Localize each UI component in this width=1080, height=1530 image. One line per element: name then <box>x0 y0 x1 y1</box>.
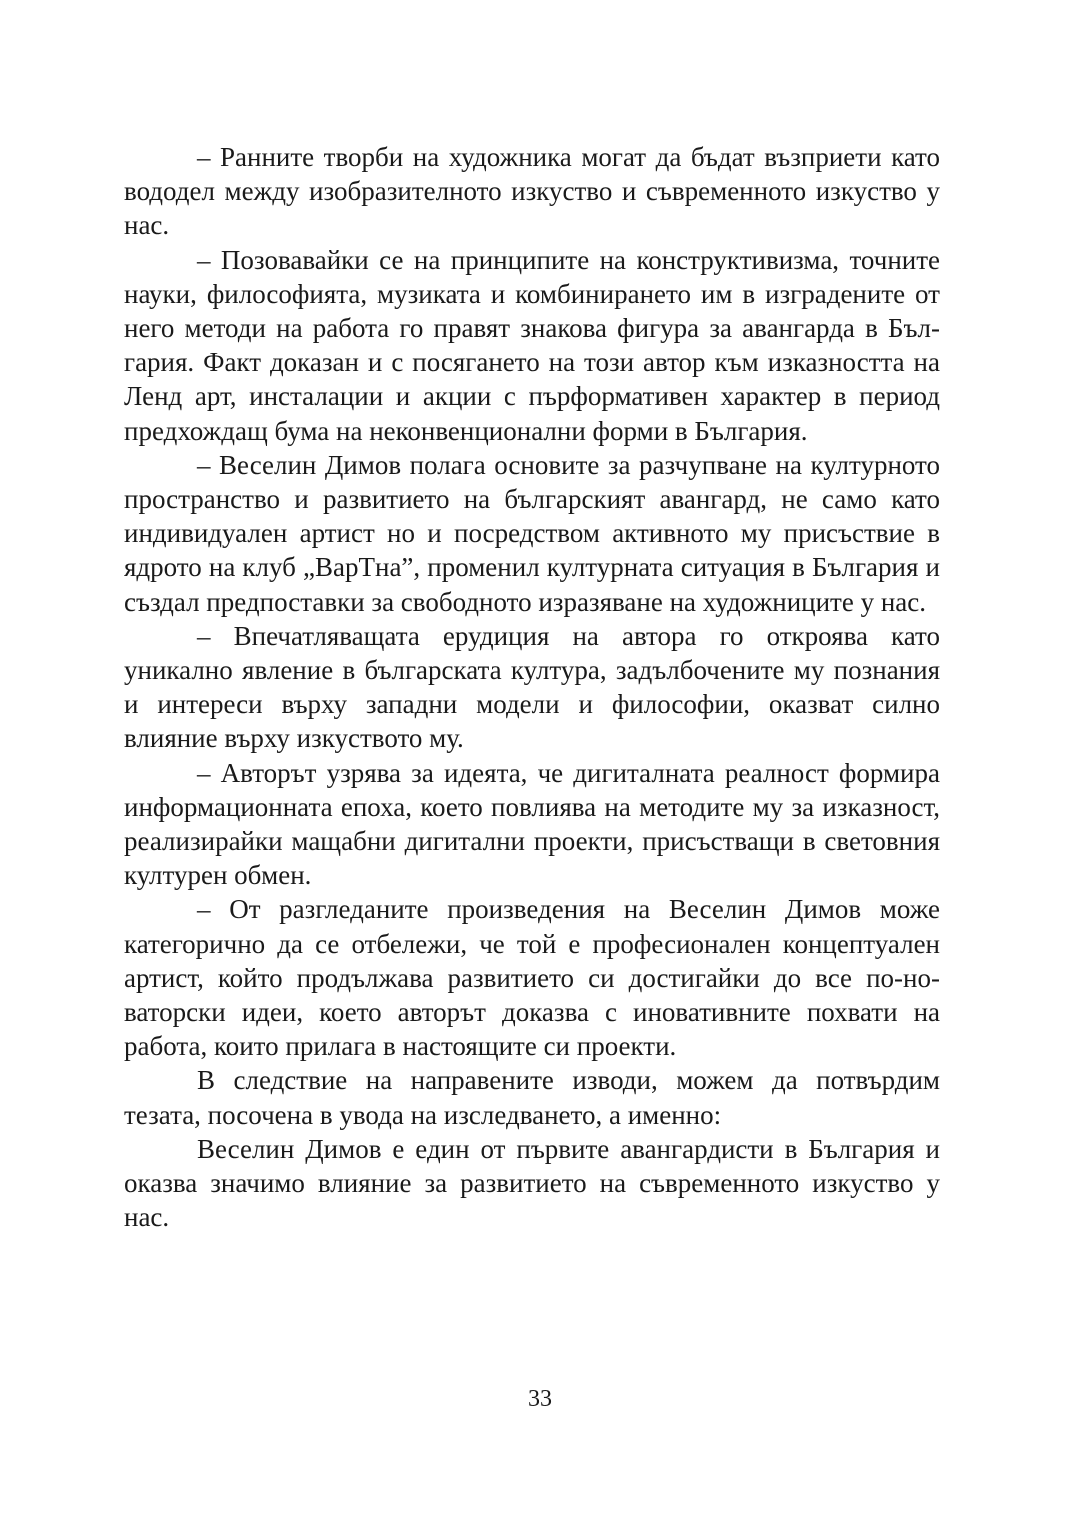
paragraph: – Ранните творби на художника могат да бъдат възприети като вододел между изобразителното изкуство и съвременното изкуство у нас. <box>124 142 940 241</box>
page-number: 33 <box>528 1386 552 1412</box>
paragraph: – Веселин Димов полага основите за разчупване на културното пространство и развитието на българският авангард, не само като индивидуален артист но и посредством активното му присъствие в ядрото на клуб „ВарТна”, променил културната ситуация в България и създал предпоставки за свободното изразяване на художниците у нас. <box>124 449 940 617</box>
paragraph: – Впечатляващата ерудиция на автора го откроява като уникално явление в българската култура, задълбочените му познания и интереси върху западни модели и философии, оказват силно влияние върху изкуството му. <box>124 620 940 754</box>
paragraph: – От разгледаните произведения на Веселин Димов може категорично да се отбележи, че той е професионален концептуален артист, който продължава развитието си достигайки до все по-новаторски идеи, което авторът доказва с иновативните похвати на работа, които прилага в настоящите си проекти. <box>124 894 940 1062</box>
paragraph: – Позовавайки се на принципите на конструктивизма, точните науки, философията, музиката и комбинирането им в изградените от него методи на работа го правят знакова фигура за авангарда в България. Факт доказан и с посягането на този автор към изказността на Ленд арт, инсталации и акции с пърформативен характер в период предхождащ бума на неконвенционални форми в България. <box>124 244 940 446</box>
paragraph: В следствие на направените изводи, можем да потвърдим тезата, посочена в увода на изследването, а именно: <box>124 1065 940 1130</box>
paragraph: Веселин Димов е един от първите авангардисти в България и оказва значимо влияние за развитието на съвременното изкуство у нас. <box>124 1133 940 1233</box>
body-text <box>124 140 940 1235</box>
paragraph: – Авторът узрява за идеята, че дигиталната реалност формира информационната епоха, което повлиява на методите му за изказност, реализирайки мащабни дигитални проекти, присъстващи в световния културен обмен. <box>124 757 940 891</box>
